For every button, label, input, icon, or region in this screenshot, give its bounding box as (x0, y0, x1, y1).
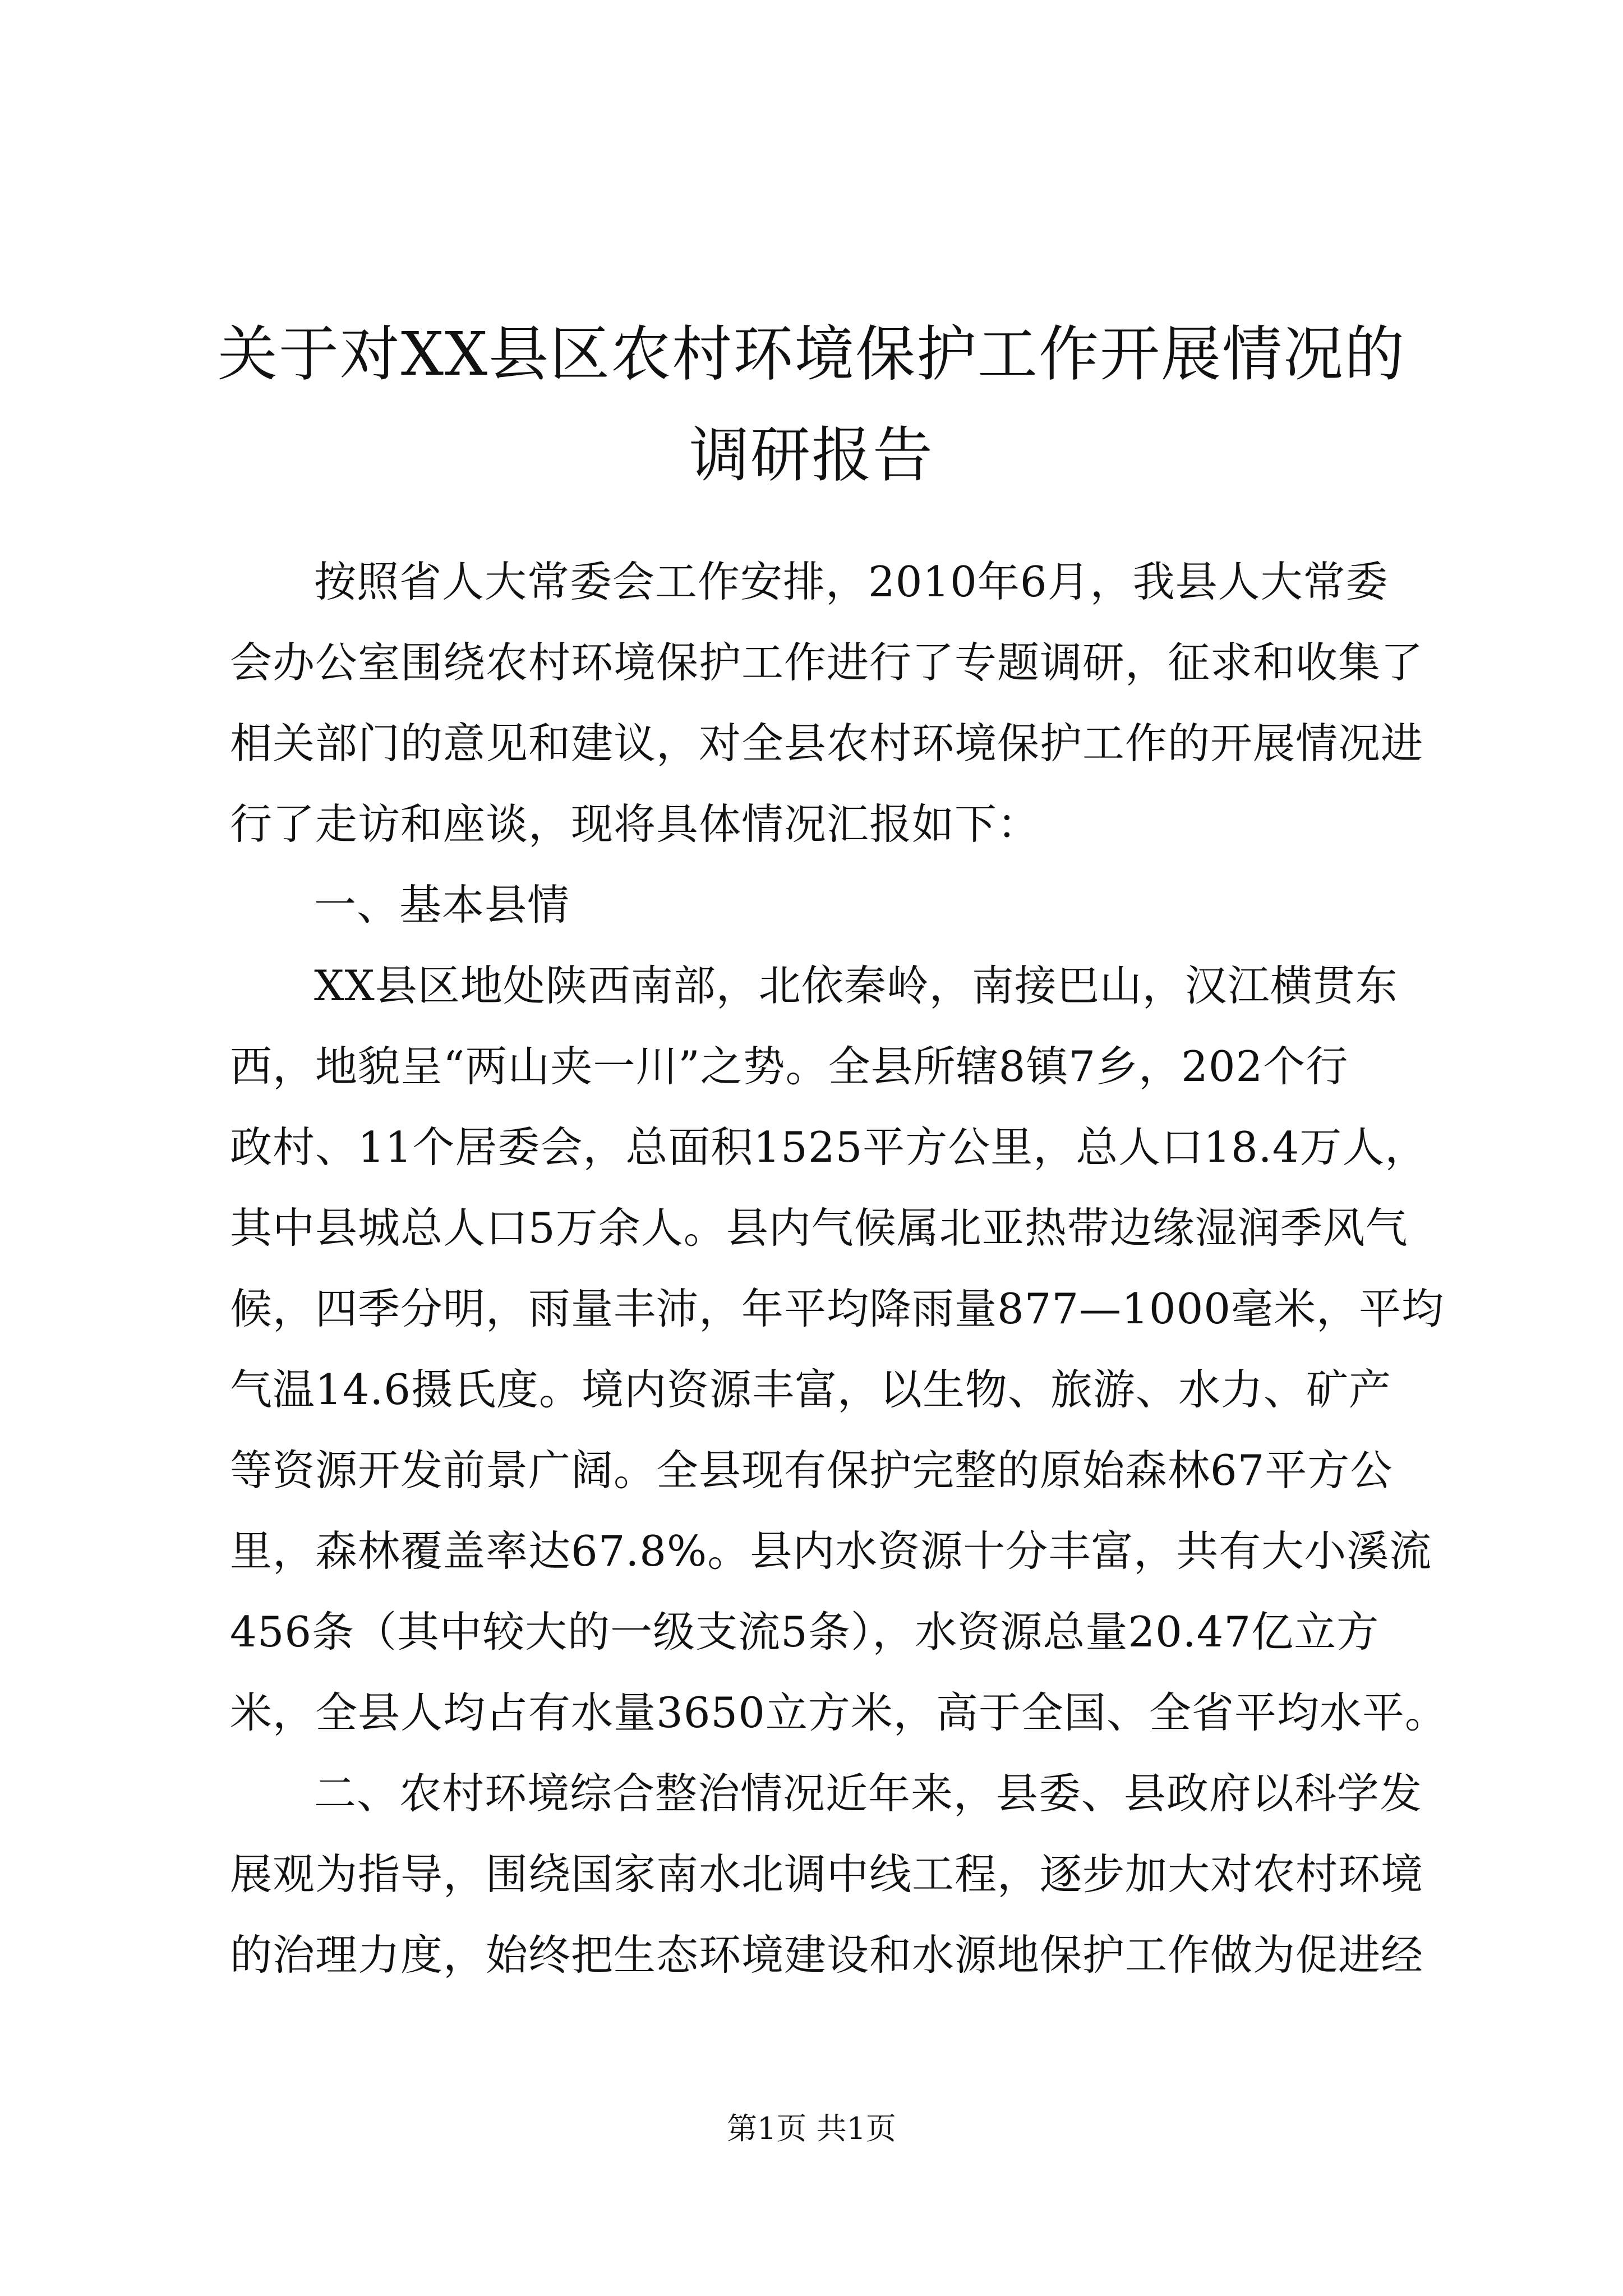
text-line: 相关部门的意见和建议，对全县农村环境保护工作的开展情况进 (230, 719, 1424, 768)
text-line: 西，地貌呈“两山夹一川”之势。全县所辖8镇7乡，202个行 (230, 1042, 1349, 1091)
paragraph-environment-governance (230, 1753, 1438, 1995)
text-line: 气温14.6摄氏度。境内资源丰富，以生物、旅游、水力、矿产 (230, 1365, 1391, 1414)
section-heading-basic-info (230, 864, 1438, 945)
text-line: 候，四季分明，雨量丰沛，年平均降雨量877—1000毫米，平均 (230, 1284, 1445, 1333)
title-line-2: 调研报告 (689, 420, 934, 490)
text-line: 一、基本县情 (314, 880, 570, 930)
text-line: 按照省人大常委会工作安排，2010年6月，我县人大常委 (314, 557, 1389, 606)
text-line: 米，全县人均占有水量3650立方米，高于全国、全省平均水平。 (230, 1688, 1447, 1737)
text-line: 其中县城总人口5万余人。县内气候属北亚热带边缘湿润季风气 (230, 1203, 1408, 1253)
text-line: 里，森林覆盖率达67.8%。县内水资源十分丰富，共有大小溪流 (230, 1526, 1432, 1576)
text-line: 456条（其中较大的一级支流5条），水资源总量20.47亿立方 (230, 1607, 1380, 1657)
document-body (230, 541, 1447, 1995)
text-line: 等资源开发前景广阔。全县现有保护完整的原始森林67平方公 (230, 1446, 1393, 1495)
text-line: 政村、11个居委会，总面积1525平方公里，总人口18.4万人， (230, 1122, 1428, 1172)
text-line: XX县区地处陕西南部，北依秦岭，南接巴山，汉江横贯东 (314, 961, 1398, 1010)
text-line: 的治理力度，始终把生态环境建设和水源地保护工作做为促进经 (230, 1930, 1424, 1980)
document-title (185, 304, 1438, 506)
text-line: 展观为指导，围绕国家南水北调中线工程，逐步加大对农村环境 (230, 1849, 1424, 1899)
text-line: 行了走访和座谈，现将具体情况汇报如下： (230, 799, 1040, 849)
paragraph-intro (230, 541, 1438, 864)
text-line: 二、农村环境综合整治情况近年来，县委、县政府以科学发 (314, 1769, 1423, 1818)
title-line-1: 关于对XX县区农村环境保护工作开展情况的 (217, 319, 1406, 389)
page-footer: 第1页 共1页 (727, 2111, 896, 2146)
paragraph-county-overview (230, 945, 1447, 1753)
text-line: 会办公室围绕农村环境保护工作进行了专题调研，征求和收集了 (230, 638, 1424, 687)
